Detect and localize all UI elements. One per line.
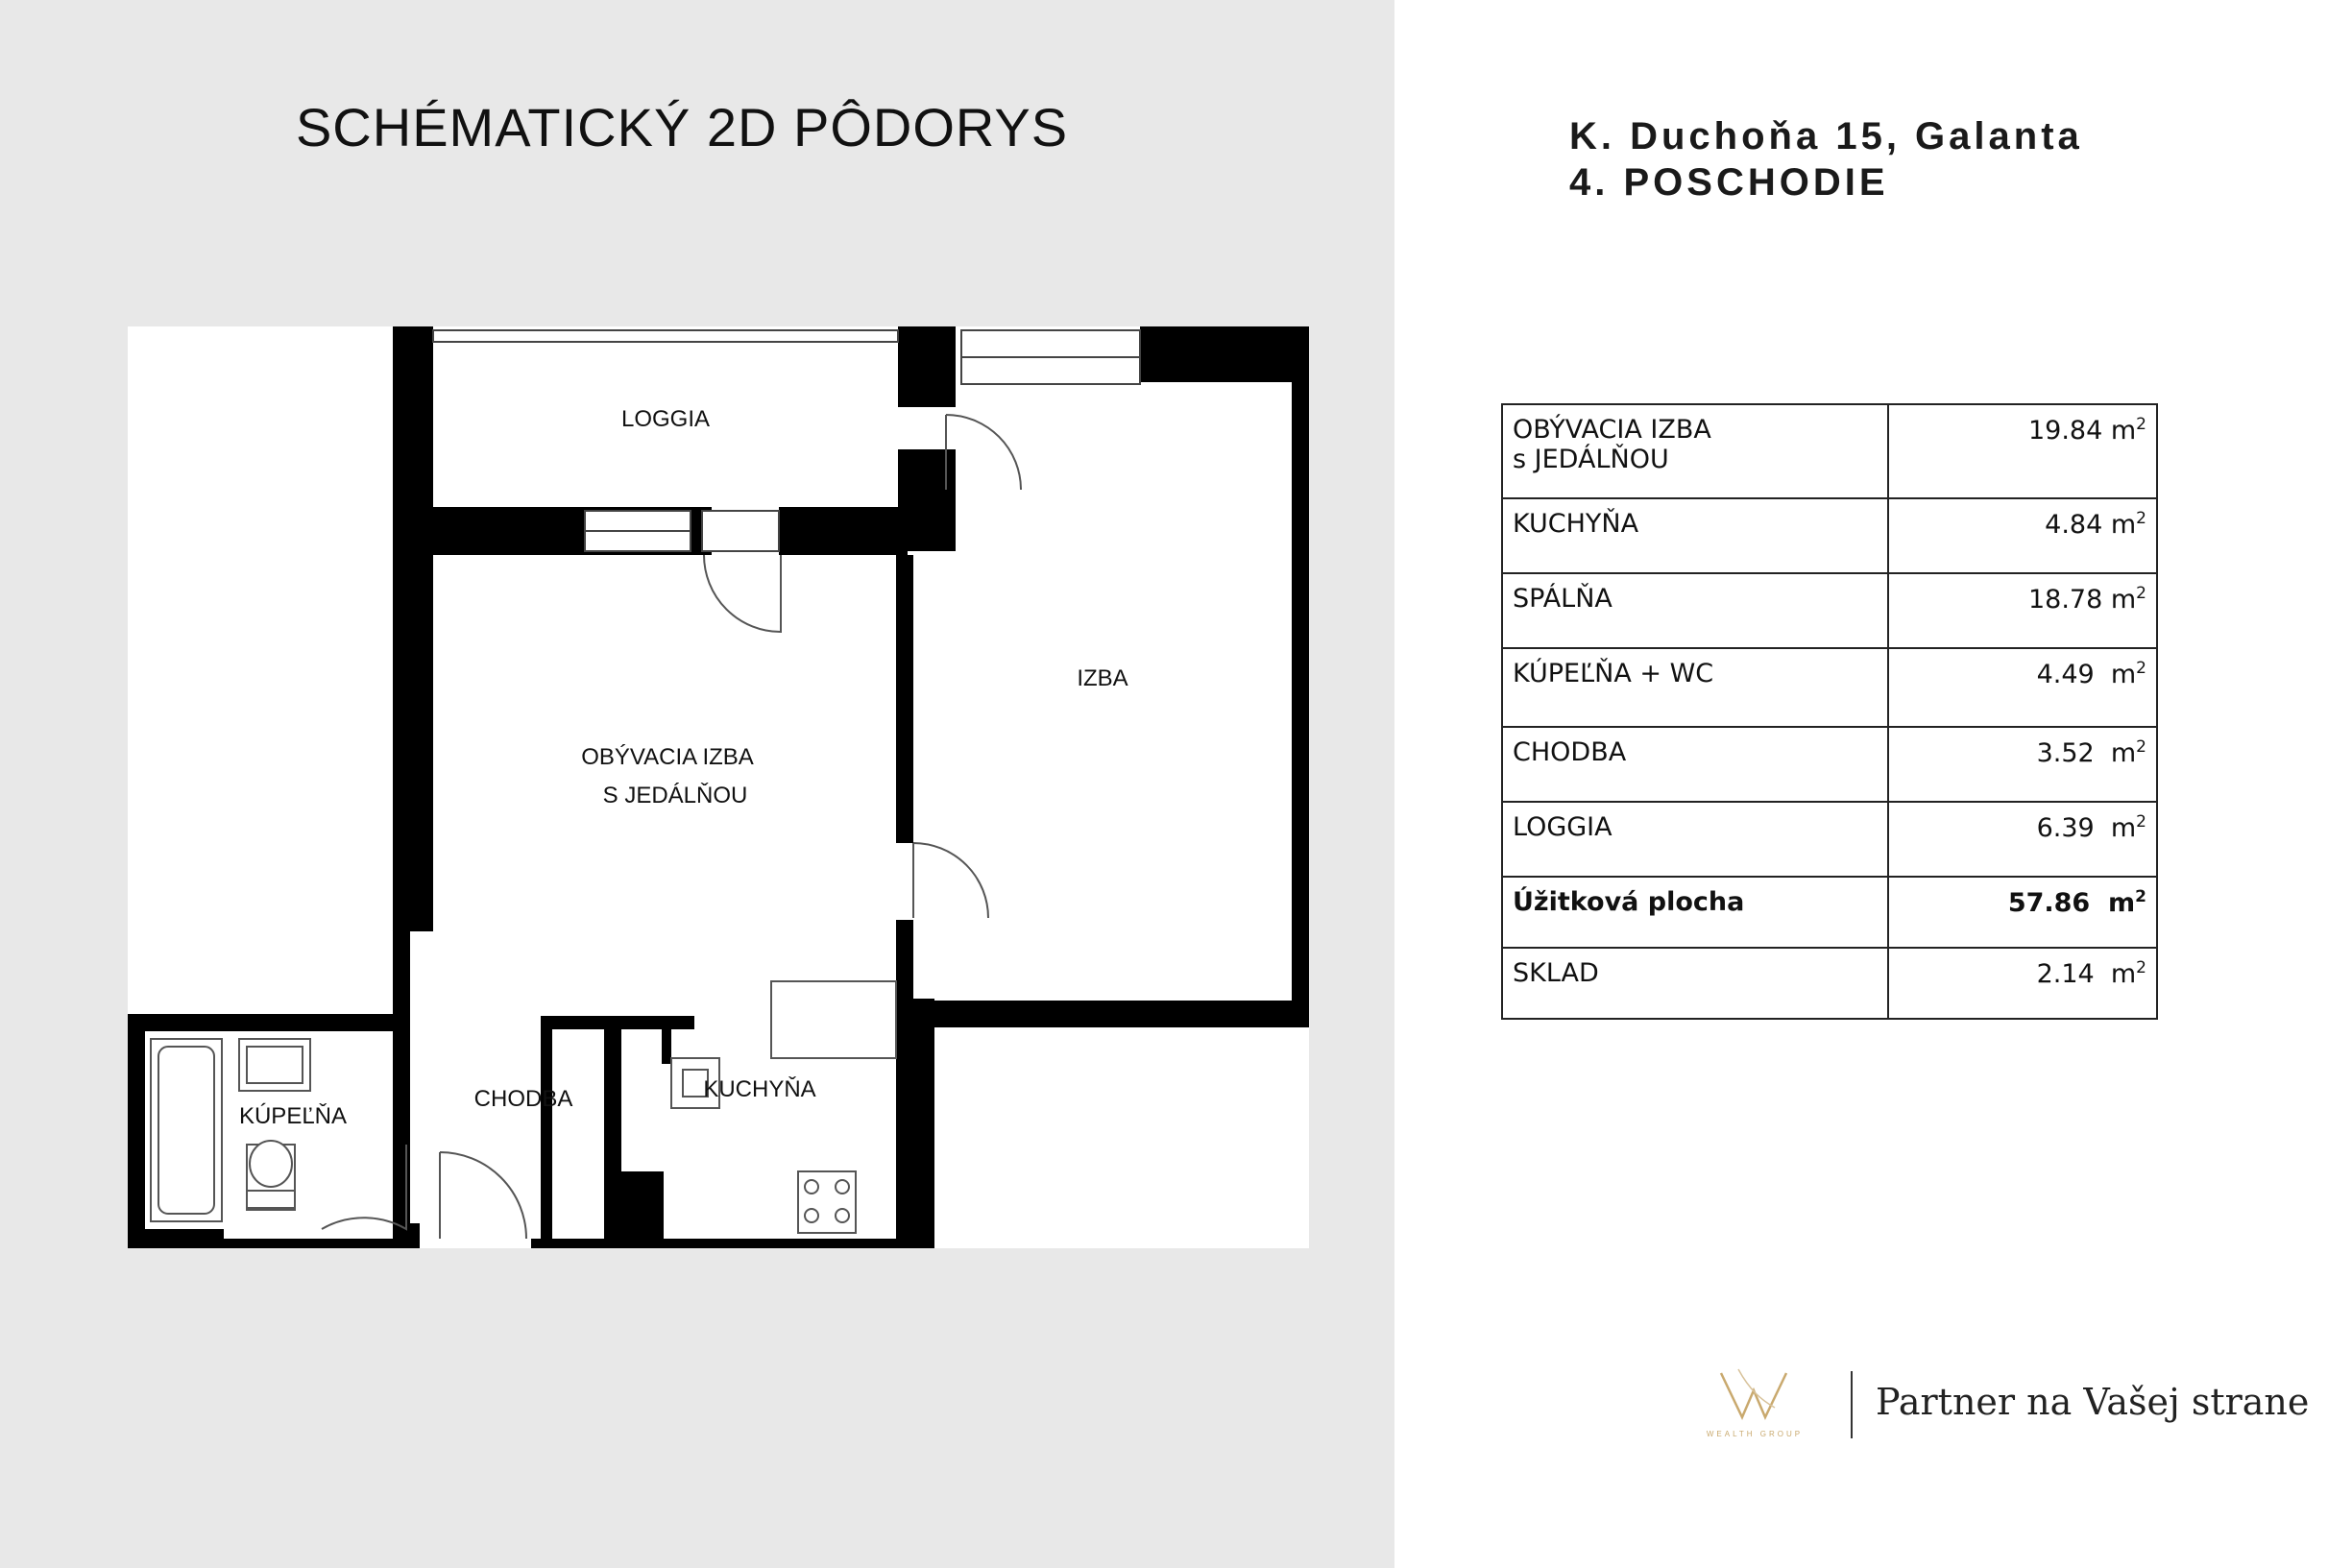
area-row-name: CHODBA <box>1502 727 1888 802</box>
area-unit-exponent: 2 <box>2136 659 2146 678</box>
area-value: 4.49 <box>2036 660 2111 689</box>
area-row-name: KUCHYŇA <box>1502 498 1888 573</box>
page-title: SCHÉMATICKÝ 2D PÔDORYS <box>295 97 1069 157</box>
area-row-name: SPÁLŇA <box>1502 573 1888 648</box>
area-row-value <box>1888 727 2157 802</box>
logo-divider <box>1851 1371 1853 1438</box>
area-row <box>1502 802 2157 877</box>
room-label-kupelna: KÚPEĽŇA <box>238 1103 348 1129</box>
area-row-name: Úžitková plocha <box>1502 877 1888 948</box>
area-value: 3.52 <box>2036 738 2111 768</box>
area-unit-exponent: 2 <box>2136 415 2146 434</box>
logo-text: WEALTH GROUP <box>1706 1430 1804 1438</box>
area-row-value <box>1888 404 2157 498</box>
room-label-living-2: S JEDÁLŇOU <box>602 783 748 808</box>
area-unit-exponent: 2 <box>2136 509 2146 528</box>
area-row-name: LOGGIA <box>1502 802 1888 877</box>
area-row-value <box>1888 877 2157 948</box>
floor-plan <box>128 326 1309 1248</box>
area-unit: m <box>2110 738 2137 768</box>
area-unit-exponent: 2 <box>2136 958 2146 977</box>
area-unit: m <box>2110 510 2137 540</box>
area-unit: m <box>2110 959 2137 989</box>
area-unit: m <box>2110 585 2137 615</box>
area-row-value <box>1888 648 2157 727</box>
area-unit: m <box>2108 888 2136 918</box>
area-row-value <box>1888 498 2157 573</box>
room-label-living-1: OBÝVACIA IZBA <box>581 744 754 770</box>
address-line-2: 4. POSCHODIE <box>1569 161 1889 204</box>
area-row <box>1502 404 2157 498</box>
room-label-chodba: CHODBA <box>473 1086 573 1112</box>
area-row-value <box>1888 573 2157 648</box>
area-row-name: SKLAD <box>1502 948 1888 1019</box>
area-row <box>1502 573 2157 648</box>
area-row <box>1502 727 2157 802</box>
area-table <box>1501 403 2158 1020</box>
area-value: 6.39 <box>2036 813 2111 843</box>
area-row-value <box>1888 802 2157 877</box>
area-value: 57.86 <box>2007 888 2109 918</box>
area-row-name: KÚPEĽŇA + WC <box>1502 648 1888 727</box>
room-label-izba: IZBA <box>1077 665 1128 691</box>
area-row-name: OBÝVACIA IZBA s JEDÁLŇOU <box>1502 404 1888 498</box>
area-unit-exponent: 2 <box>2136 737 2146 757</box>
area-unit: m <box>2110 813 2137 843</box>
room-label-kuchyna: KUCHYŇA <box>703 1076 816 1102</box>
area-value: 4.84 <box>2045 510 2111 540</box>
slogan: Partner na Vašej strane <box>1876 1381 2310 1423</box>
address <box>1569 113 2083 205</box>
area-unit-exponent: 2 <box>2136 812 2146 832</box>
area-row <box>1502 648 2157 727</box>
area-value: 18.78 <box>2027 585 2111 615</box>
area-row <box>1502 948 2157 1019</box>
address-line-1: K. Duchoňa 15, Galanta <box>1569 115 2083 157</box>
area-value: 2.14 <box>2036 959 2111 989</box>
area-unit: m <box>2110 660 2137 689</box>
area-unit-exponent: 2 <box>2135 887 2146 906</box>
area-value: 19.84 <box>2027 416 2111 446</box>
area-unit-exponent: 2 <box>2136 584 2146 603</box>
wealth-group-logo <box>1683 1362 1827 1440</box>
area-row <box>1502 877 2157 948</box>
area-row-value <box>1888 948 2157 1019</box>
area-unit: m <box>2110 416 2137 446</box>
area-row <box>1502 498 2157 573</box>
room-label-loggia: LOGGIA <box>620 406 711 432</box>
